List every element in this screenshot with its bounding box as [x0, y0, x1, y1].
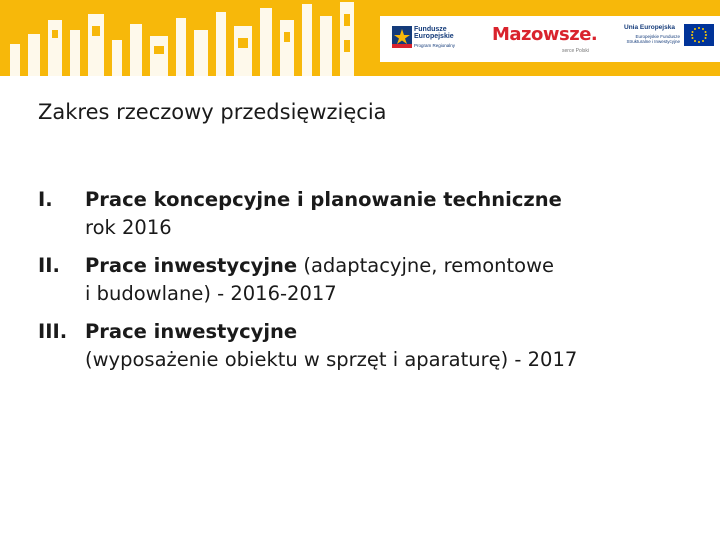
scope-list: [38, 186, 688, 384]
partner-logos: [380, 16, 720, 62]
header-band: [0, 0, 720, 76]
item-rest-text: (adaptacyjne, remontowe: [297, 254, 555, 277]
item-numeral: II.: [38, 254, 60, 277]
unia-europejska-logo: [624, 22, 716, 58]
fe-line2: Europejskie: [414, 33, 454, 40]
item-second-line: i budowlane) - 2016-2017: [85, 282, 337, 305]
item-second-line: rok 2016: [85, 216, 172, 239]
ue-sub: Europejskie Fundusze Strukturalne i Inwestycyjne: [626, 34, 680, 44]
item-bold-text: Prace inwestycyjne: [85, 254, 298, 277]
list-item: [38, 252, 688, 308]
fe-star-icon: [392, 26, 412, 48]
list-item: [38, 186, 688, 242]
mazowsze-logo: [492, 24, 602, 58]
slide-title: Zakres rzeczowy przedsięwzięcia: [38, 100, 387, 124]
item-bold-text: Prace koncepcyjne i planowanie techniczne: [85, 188, 562, 211]
list-item: [38, 318, 688, 374]
item-bold-text: Prace inwestycyjne: [85, 320, 298, 343]
mazowsze-word: Mazowsze.: [492, 24, 598, 45]
item-second-line: (wyposażenie obiektu w sprzęt i aparaturę) - 2017: [85, 348, 578, 371]
decorative-blocks: [0, 0, 380, 76]
item-numeral: I.: [38, 188, 53, 211]
mazowsze-sub: serce Polski: [562, 48, 589, 54]
ue-title: Unia Europejska: [624, 24, 675, 31]
item-numeral: III.: [38, 320, 68, 343]
fe-line1: Fundusze: [414, 26, 447, 33]
fe-sub: Program Regionalny: [414, 43, 456, 48]
fundusze-europejskie-logo: [392, 24, 472, 58]
eu-flag-icon: [684, 24, 714, 46]
